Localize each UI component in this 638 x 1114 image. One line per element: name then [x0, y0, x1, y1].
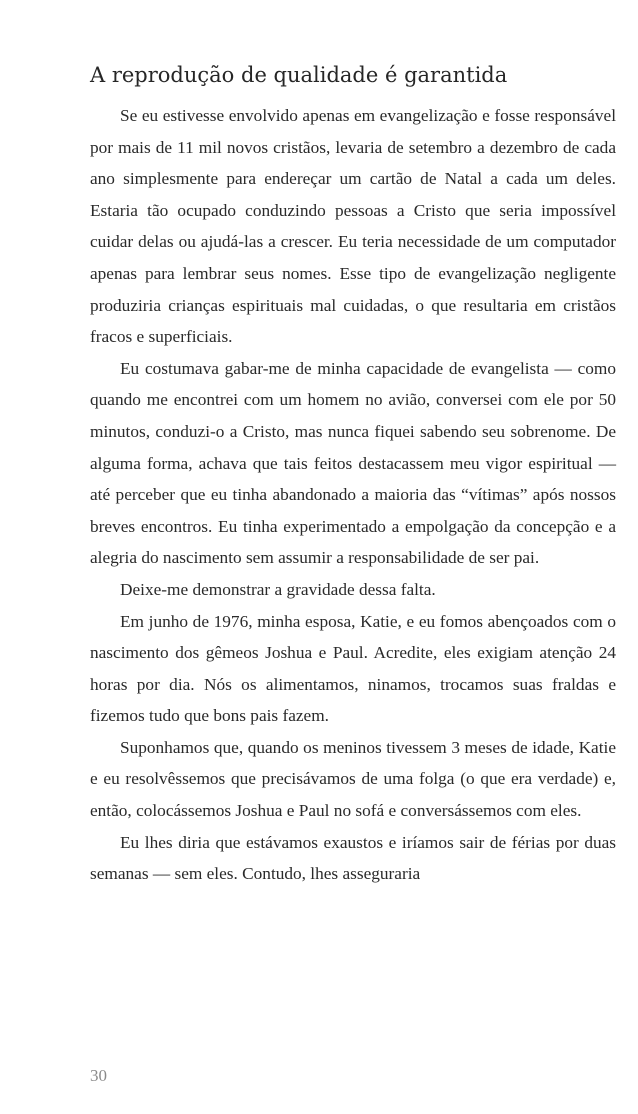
- section-heading: A reprodução de qualidade é garantida: [90, 63, 508, 87]
- paragraph: Em junho de 1976, minha esposa, Katie, e eu fomos abençoados com o nascimento dos gêmeos Joshua e Paul. Acredite, eles exigiam atenção 24 horas por dia. Nós os alimentamos, ninamos, trocamos suas fraldas e fizemos tudo que bons pais fazem.: [90, 611, 616, 726]
- paragraph: Eu lhes diria que estávamos exaustos e iríamos sair de férias por duas semanas — sem eles. Contudo, lhes asseguraria: [90, 832, 616, 884]
- paragraph: Deixe-me demonstrar a gravidade dessa falta.: [120, 579, 436, 599]
- paragraph: Se eu estivesse envolvido apenas em evangelização e fosse responsável por mais de 11 mil novos cristãos, levaria de setembro a dezembro de cada ano simplesmente para endereçar um cartão de Natal a cada um deles. Estaria tão ocupado conduzindo pessoas a Cristo que seria impossível cuidar delas ou ajudá-las a crescer. Eu teria necessidade de um computador apenas para lembrar seus nomes. Esse tipo de evangelização negligente produziria crianças espirituais mal cuidadas, o que resultaria em cristãos fracos e superficiais.: [90, 106, 616, 347]
- page-content: [90, 60, 616, 890]
- paragraph: Suponhamos que, quando os meninos tivessem 3 meses de idade, Katie e eu resolvêssemos que precisávamos de uma folga (o que era verdade) e, então, colocássemos Joshua e Paul no sofá e conversássemos com eles.: [90, 737, 616, 821]
- page-number: 30: [90, 1066, 107, 1085]
- body-text: [90, 100, 616, 890]
- paragraph: Eu costumava gabar-me de minha capacidade de evangelista — como quando me encontrei com um homem no avião, conversei com ele por 50 minutos, conduzi-o a Cristo, mas nunca fiquei sabendo seu sobrenome. De alguma forma, achava que tais feitos destacassem meu vigor espiritual — até perceber que eu tinha abandonado a maioria das “vítimas” após nossos breves encontros. Eu tinha experimentado a empolgação da concepção e a alegria do nascimento sem assumir a responsabilidade de ser pai.: [90, 358, 616, 568]
